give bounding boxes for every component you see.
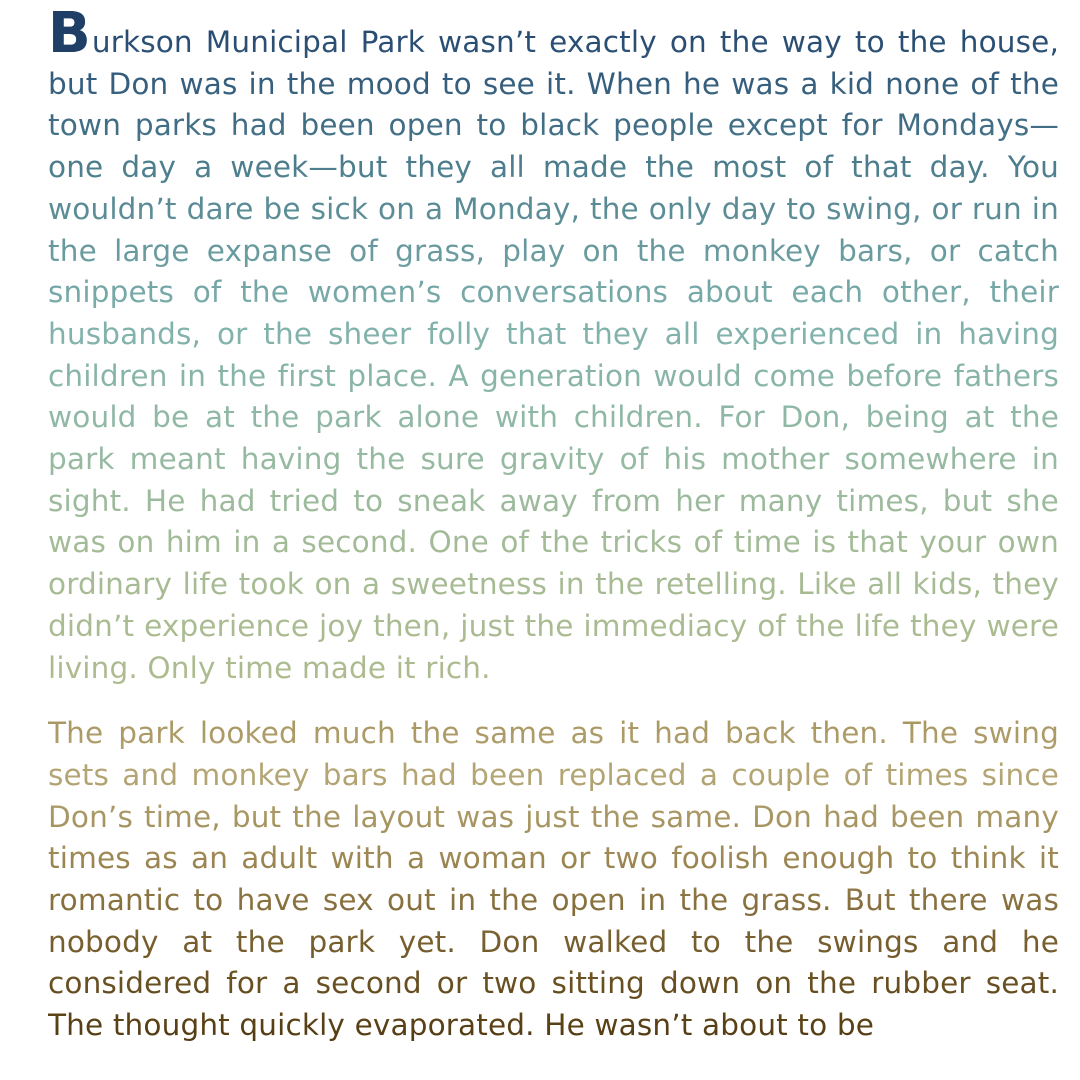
- paragraph-1-text: urkson Municipal Park wasn’t exactly on the way to the house, but Don was in the mood to see it. When he was a kid none of the town parks had been open to black people except for Mondays—one day a week—but they all made the most of that day. You wouldn’t dare be sick on a Monday, the only day to swing, or run in the large expanse of grass, play on the monkey bars, or catch snippets of the women’s conversations about each other, their husbands, or the sheer folly that they all experienced in having children in the first place. A generation would come before fathers would be at the park alone with children. For Don, being at the park meant having the sure gravity of his mother somewhere in sight. He had tried to sneak away from her many times, but she was on him in a second. One of the tricks of time is that your own ordinary life took on a sweetness in the retelling. Like all kids, they didn’t experience joy then, just the immediacy of the life they were living. Only time made it rich.: [48, 25, 1059, 685]
- paragraph-1: [48, 0, 1059, 689]
- paragraph-2: [48, 713, 1059, 1047]
- text-column: [48, 0, 1059, 1047]
- drop-cap: B: [48, 1, 91, 66]
- paragraph-2-text: The park looked much the same as it had back then. The swing sets and monkey bars had been replaced a couple of times since Don’s time, but the layout was just the same. Don had been many times as an adult with a woman or two foolish enough to think it romantic to have sex out in the open in the grass. But there was nobody at the park yet. Don walked to the swings and he considered for a second or two sitting down on the rubber seat. The thought quickly evaporated. He wasn’t about to be: [48, 716, 1059, 1043]
